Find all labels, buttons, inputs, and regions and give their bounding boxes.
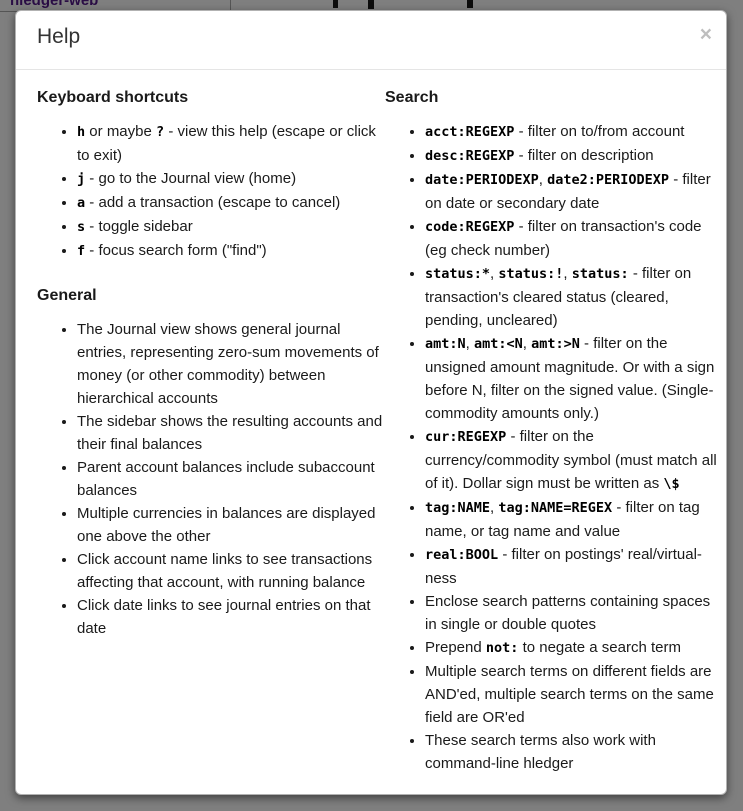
code-term: \$: [663, 476, 680, 492]
list-item: • s - toggle sidebar: [77, 215, 383, 239]
close-icon[interactable]: ×: [699, 23, 712, 46]
list-item: • h or maybe ? - view this help (escape or click to exit): [77, 120, 383, 167]
list-item: • Click account name links to see transactions affecting that account, with running balance: [77, 548, 383, 594]
list-item: • real:BOOL - filter on postings' real/virtual-ness: [425, 543, 723, 590]
general-heading: General: [37, 287, 97, 304]
code-term: tag:NAME=REGEX: [498, 500, 613, 516]
code-term: j: [77, 171, 86, 187]
list-item: • desc:REGEXP - filter on description: [425, 144, 723, 168]
code-term: date:PERIODEXP: [425, 172, 539, 188]
keyboard-shortcuts-list: [37, 120, 383, 263]
list-item: • Click date links to see journal entries on that date: [77, 594, 383, 640]
list-item: • a - add a transaction (escape to cancel): [77, 191, 383, 215]
list-item: • These search terms also work with command-line hledger: [425, 729, 723, 775]
list-item: • Enclose search patterns containing spaces in single or double quotes: [425, 590, 723, 636]
code-term: cur:REGEXP: [425, 429, 507, 445]
list-item: • The sidebar shows the resulting accounts and their final balances: [77, 410, 383, 456]
list-item: • Multiple currencies in balances are displayed one above the other: [77, 502, 383, 548]
help-section-general: [37, 287, 383, 640]
keyboard-shortcuts-heading: Keyboard shortcuts: [37, 89, 189, 106]
code-term: date2:PERIODEXP: [547, 172, 670, 188]
help-section-keyboard-shortcuts: [37, 89, 383, 263]
list-item: • Prepend not: to negate a search term: [425, 636, 723, 660]
code-term: tag:NAME: [425, 500, 491, 516]
list-item: • cur:REGEXP - filter on the currency/commodity symbol (must match all of it). Dollar sign must be written as \$: [425, 425, 723, 496]
list-item: • f - focus search form ("find"): [77, 239, 383, 263]
code-term: h: [77, 124, 86, 140]
list-item: • acct:REGEXP - filter on to/from account: [425, 120, 723, 144]
code-term: status:*: [425, 266, 491, 282]
code-term: acct:REGEXP: [425, 124, 515, 140]
code-term: code:REGEXP: [425, 219, 515, 235]
code-term: desc:REGEXP: [425, 148, 515, 164]
list-item: • Parent account balances include subaccount balances: [77, 456, 383, 502]
help-modal: [15, 10, 727, 795]
help-section-search: [385, 89, 723, 775]
list-item: • j - go to the Journal view (home): [77, 167, 383, 191]
code-term: f: [77, 243, 86, 259]
code-term: status:: [571, 266, 629, 282]
list-item: • code:REGEXP - filter on transaction's code (eg check number): [425, 215, 723, 262]
code-term: amt:<N: [473, 336, 523, 352]
list-item: • status:*, status:!, status: - filter on transaction's cleared status (cleared, pending, uncleared): [425, 262, 723, 332]
code-term: ?: [156, 124, 165, 140]
help-column-right: [385, 89, 723, 799]
list-item: • tag:NAME, tag:NAME=REGEX - filter on tag name, or tag name and value: [425, 496, 723, 543]
code-term: amt:>N: [531, 336, 580, 352]
list-item: • date:PERIODEXP, date2:PERIODEXP - filter on date or secondary date: [425, 168, 723, 215]
modal-title: Help: [37, 25, 81, 48]
modal-header: [16, 11, 726, 70]
list-item: • amt:N, amt:<N, amt:>N - filter on the unsigned amount magnitude. Or with a sign before N, filter on the signed value. (Single-commodity amounts only.): [425, 332, 723, 425]
code-term: status:!: [498, 266, 564, 282]
search-list: [385, 120, 723, 775]
search-heading: Search: [385, 89, 439, 106]
general-list: [37, 318, 383, 640]
list-item: • The Journal view shows general journal entries, representing zero-sum movements of money (or other commodity) between hierarchical accounts: [77, 318, 383, 410]
code-term: s: [77, 219, 86, 235]
code-term: a: [77, 195, 86, 211]
help-column-left: [37, 89, 383, 664]
list-item: • Multiple search terms on different fields are AND'ed, multiple search terms on the same field are OR'ed: [425, 660, 723, 729]
code-term: amt:N: [425, 336, 466, 352]
code-term: real:BOOL: [425, 547, 499, 563]
code-term: not:: [485, 640, 519, 656]
